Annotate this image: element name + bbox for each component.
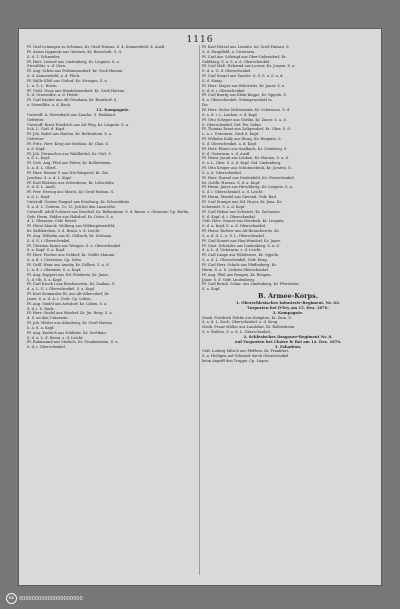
text-line: S. d. i. Oberschenkel. a. d. Leicht.	[202, 190, 264, 195]
text-line: Pf. Aug. Kopperl aus Nd. Peiskretz, Kr. Jauer.	[27, 272, 109, 277]
text-line: Pf. Graf Leiningen zu Schönau, Kr. Groß-Hatzau. S. 4. Konnersfeld, d. Ausfl.	[27, 45, 166, 49]
text-line: Pf. Otto Scheper aus Görlitz, Kr. Zauer. S. a. d.	[202, 117, 287, 122]
text-line: Gefr. Herr. Graner aus Neudeck, Kr. Liegnitz.	[202, 219, 285, 224]
text-line: Gefr. Ludwig Milsch aus Pfeffern, Kr. Frankfurt.	[202, 349, 290, 354]
text-line: Pf. Gust. Schrader aus Lindenberg. S. a. d.	[202, 243, 280, 248]
text-line: Streußlitz. s. d. Gern.	[27, 64, 67, 69]
text-line: Pf. Herr. Stolze Mittermeier, Kr. Schwenau. S. d.	[202, 107, 291, 112]
text-line: Pf. Herr. Elsner aus Saalbach, Kr. Grünberg. S.	[202, 146, 288, 151]
text-line: Pf. Thomas Ernst aus Zaltgendorf, Kr. Oher. S. d.	[202, 127, 291, 132]
text-line: Gefr. Herm. Falder aus Halsdorf, Kr. Oster. S. a.	[27, 214, 114, 219]
text-line: a. d. L. Kopf.	[27, 195, 51, 200]
text-line: Pf. Herr. Stodel aus Wiedorf, Kr. Jin. Berg. S. a.	[27, 311, 113, 316]
text-line: S. d. i. Oberschenkel.	[27, 345, 66, 350]
text-line: Pf. Rahmannd aus Stedsch, Kr. Frankenstein. S. a.	[27, 340, 119, 345]
text-line: L. a. d. i. Oberarm. S. a. Kopf.	[27, 267, 82, 272]
left-text-column	[27, 45, 199, 575]
text-line: S. d. i. S. Ruck.	[27, 306, 55, 311]
text-line: a. Streußlitz. a. d. Bach.	[27, 103, 72, 108]
section-heading: B. Armee-Korps.	[257, 292, 319, 301]
text-line: Pf. Otto Krüger aus Schutenebeck, Kr. Jorsten. S.	[202, 166, 292, 171]
text-line: Pf. Carl Barrig aus Klein-Kuppe, Kr. Oppeln. S.	[202, 93, 287, 98]
text-line: Pf. Karl Hörsel aus Leisnitz, Kr. Groß-Hatzau. S.	[202, 45, 290, 49]
text-line: Kr. Kelbkirchen. S. d. Bruni. s. d. Leicht.	[27, 229, 101, 234]
text-line: Pf. Karl Elsässer aus Schiederau, Kr. Löbschütz.	[27, 180, 115, 185]
text-line: S. a. Kopf. S. a. Kopf.	[27, 248, 66, 253]
text-line: S. d. 1. Schneider.	[27, 54, 61, 59]
text-line: Pf. Aug. Schön aus Peilsmannsdorf, Kr. Groß-Hatzau.	[27, 69, 124, 74]
text-line: Kr. Goldb.-Harzau. S. d. a. Kopf.	[202, 180, 261, 185]
text-line: Pf. Heinr. Jacob aus Leuben, Kr. Hainau. S. a. d.	[202, 156, 289, 161]
text-line: Ihr.	[202, 103, 209, 108]
text-line: Pf. Karl Stemmsler III. aus Alt-Albersdorf, Kr.	[27, 292, 110, 297]
text-line: S. a. d. i. L. Lauben. s. d. Kopf.	[202, 112, 258, 117]
text-line: Pf. Herr. Fischer aus Geldorf, Kr. Goldb.-Hainau.	[27, 253, 116, 258]
text-line: Musk. Franz Müller aus Landshut, Kr. Bollersheim.	[202, 325, 296, 330]
text-line: d. a. L. G. i. Oberschenkel. S. a. Kopf.	[27, 287, 96, 292]
text-line: S. d. a. Kopf. S. a. d. Oberschenkel.	[202, 224, 267, 229]
text-line: S. d. Hauptfeld. a. Unterarm.	[202, 49, 256, 54]
text-line: Pf. Carl Sander aus Alt-Grauhain, Kr. Brandorf. S.	[27, 98, 118, 103]
text-line: Pf. Christan Kranz aus Wengen. S. a. Oberschenkel.	[27, 243, 122, 248]
text-line: S. d. Unterarm. s. d. Ausfl.	[202, 151, 251, 156]
text-line: Gefreiter.	[27, 137, 45, 142]
text-line: Pf. Carl Bernh. Schur. aus Lindenberg, Kr. Pforzheim.	[202, 282, 300, 287]
text-line: Jauer. S. a. d. A. i. Gerb. Cp. Löben.	[27, 296, 92, 301]
text-line: S. a. d. i. Unterarm. Cp. Sohn.	[27, 258, 82, 263]
text-line: Schwendt. S. a. d. Kopf.	[202, 204, 246, 209]
text-line: S. a. d. d. L. u. S. L. Oberschenkel.	[202, 233, 266, 238]
text-line: Gefreiter.	[27, 117, 45, 122]
text-line: beim Angriff den Truppe. Cp. Lügen.	[202, 359, 270, 364]
text-line: S. d. Maup.	[202, 78, 223, 83]
text-line: d. a. L. d. Unterarm. s. d. Leicht.	[202, 248, 262, 253]
text-line: Pf. Wilhelm Kolly aus Iburg, Kr. Hiegnitz. S.	[202, 137, 282, 142]
text-line: S. a. d. L. Unterm. Cr. 13. Juli bei den Lazarethe.	[27, 204, 117, 209]
text-line: S. d. Konnersfeld, a. d. Fleck.	[27, 74, 81, 79]
text-line: S. d. S. i. Oberschenkel.	[27, 238, 71, 243]
text-line: Pf. Carl Stumpe aus Nd. Hoyer, Kr. Jena. Kr.	[202, 200, 282, 204]
text-line: Pf. Carl Helms aus Schwirtz, Kr. Zacharias.	[202, 209, 281, 214]
text-line: S. a. L. Ober. S. a. d. Kopf. Gef. Lindenberg.	[202, 161, 282, 166]
license-badge[interactable]	[6, 593, 83, 604]
text-line: L. u. S. L. Herrn.	[27, 83, 58, 88]
text-line: Pf. Herr. Herner F. aus Nie-Wargsorf, Kr. Zin.	[27, 170, 110, 175]
text-line: Pf. Joh. Dörmscher aus Waldhüttel, Kr. Görl. S.	[27, 151, 112, 156]
text-line: Pf. Carl Herr. Schulz aus Pfaffenberg, Kr.	[202, 262, 277, 267]
text-line: Pf. Hörst Manck. Wolburg aus Wildenpiesenfeld,	[27, 224, 116, 229]
text-line: Jauer. S. d. Gefr. Lindenberg.	[202, 277, 255, 282]
text-line: a. d. Kopf.	[27, 146, 46, 151]
text-line: S. a. d. L. Oberschenkel. Gefr. Krug.	[202, 258, 268, 263]
text-line: Pf. Herm. Jauer aus Hirschberg, Kr. Liegnitz. S. a.	[202, 185, 294, 190]
text-line: Pf. Anton Lippinski aus Gniesen, Kr. Bernstadt. S. d.	[27, 49, 122, 54]
text-line: d. a. Oberschenkel. Gefangenschaft in	[202, 98, 272, 103]
text-line: a. d. L. Kopf.	[27, 156, 51, 161]
text-line: Unteroff. Ernst Friedrich aus Alt-Fleg, Kr. Liegnitz. S. a.	[27, 122, 130, 127]
text-line: S. d. d. i. Oberschenkel.	[202, 88, 246, 93]
text-line: Pf. Fritz. Herr. Krug aus Hofsiau, Kr. Glan. S.	[27, 141, 109, 146]
text-line: Pf. Gottl. Nuse aus Wandelsmeskorf, Kr. Groß-Hatzau.	[27, 88, 126, 93]
text-line: Pf. Carl Mäß. Hebernd aus Lorenz, Kr. Jorgau. S. a.	[202, 64, 296, 69]
text-line: Pf. Carl Kunert aus Hau-Wendorf, Kr. Jauer.	[202, 238, 281, 243]
text-line: S. d. d. L. Ausfl.	[27, 185, 56, 190]
text-line: Pf. Carl Lange aus Wühlwiese, Kr. Oppeln.	[202, 253, 280, 258]
text-line: S. a. Heiligen auf Schmied durch Oberschenkel	[202, 354, 289, 359]
text-line: Jauchau. S. a. d. L. Kopf.	[27, 175, 72, 180]
text-line: Unteroff. Gustav Pangsel aus Ernsburg, Kr. Schweidnitz.	[27, 200, 131, 204]
text-line: Pf. Gott. Aug. Pfeil aus Pätter, Kr. Bollersheim.	[27, 161, 112, 166]
text-line: S. a. d. a. Kopf.	[27, 325, 55, 330]
text-line: S. d. Kopf. d. i. Oberschenkel.	[202, 214, 257, 219]
section-heading: 1. Oberschlesisches Infanterie-Regiment. Nr. 63.	[235, 301, 341, 306]
text-line: Unteroff. A. Moersbach aus Zaucke. S. Einklund.	[27, 112, 116, 117]
text-line: Pf. Herr. Meger aus Bitterwitz, Kr. Jauer. S. a.	[202, 83, 286, 88]
section-heading: 12. Kompagnie.	[96, 107, 130, 112]
text-line: Pf. Aug. Knörich aus Schlieke, Kr. Grottkau.	[27, 330, 107, 335]
text-line: S. a. d. L. Koch. Oberschenkel. a. d. Krug.	[202, 320, 279, 325]
section-heading: 3. Eskadron.	[274, 344, 302, 349]
text-line: d. L. Oberarm. Gefr. Beerit.	[27, 219, 78, 224]
text-line: Pf. Carl Arz. Schönpf aus Ober-Dahmsdorf, Kr.	[202, 54, 287, 59]
text-line: Unteroff. Adolf Schöner aus Neudorf, Kr. Bolkenhain. S. d. Baum. s. Oberarm. Cp. Berlin.	[27, 209, 190, 214]
text-line: Pf. Carl Sorgel aus Zaucke. S. d. S. a. S. a. d.	[202, 74, 284, 79]
section-heading: 2. Schlesisches Dragoner-Regiment Nr. 8.	[243, 334, 333, 339]
text-line: Pf. Joh. Robel aus Hartau, Kr. Bolkenhain. S. a.	[27, 132, 113, 137]
section-heading: Vorposten bei D'Ery am 15. Dez. 1870.	[247, 305, 329, 310]
text-line: S. d. a. G. d. Oberschenkel.	[202, 69, 252, 74]
text-line: S. Oberschenkel. Gef. Pw. Gefan.	[202, 122, 262, 127]
text-line: Pf. Heinr. Richter aus Alt-Benachowitz, Kr.	[202, 229, 280, 234]
text-line: Pf. Herr. Hansel aus Neidenfeld, Kr. Oberschenkel.	[202, 175, 295, 180]
text-line: Pf. Carl Kruck I aus Reichenstein, Kr. Zaukau. S.	[27, 282, 116, 287]
text-line: Sch. L. Görl. d. Kopf.	[27, 127, 65, 132]
text-line: Herm. S. a. S. Lichem Oberschenkel.	[202, 267, 270, 272]
text-line: Pf. Ferr. Herzog aus Mösch, Kr. Groß-Hatzau. S.	[27, 190, 115, 195]
text-line: S. a. Ruhlen. S. a. d. L. Oberschenkel.	[202, 330, 271, 335]
text-line: Pf. Grill. Waur aus Ameby, Kr. Dölben. S. a. d.	[27, 262, 110, 267]
text-line: S. a. d. L. Oberl.	[27, 166, 57, 171]
text-line: S. a. Kopf.	[202, 287, 221, 292]
text-line: d. S. an den Unterarm.	[27, 316, 69, 321]
license-text: 00000000000000000000	[19, 595, 83, 602]
scanned-page	[18, 28, 382, 586]
page-number: 1116	[186, 35, 214, 45]
right-text-column	[202, 45, 374, 575]
section-heading: Auf Vorposten bei Chatre le Roi am 14. Dez. 1870.	[234, 339, 342, 344]
text-line: Pf. Aug. Pfeil aus Rengen, Kr. Rengen.	[202, 272, 272, 277]
text-line: Goldberg. S. a. S. a. d. Oberschenkel.	[202, 59, 271, 64]
text-line: S. d. a. L. d. Bruni. s. d. Leicht.	[27, 335, 84, 340]
column-divider	[199, 45, 200, 575]
text-line: Pf. Aug. Seidel aus Aelsdorf, Kr. Löben. S. a.	[27, 301, 108, 306]
text-line: Pf. Joh. Hütter aus Altenberg, Kr. Groß-Hatzau.	[27, 321, 114, 326]
text-line: Musk. Friedrich Falcke aus Kempten, Kr. Zinn. S.	[202, 315, 292, 320]
text-line: S. d. Oberschenkel. a. d. Kopf.	[202, 141, 258, 146]
text-line: S. d. Ob. S. a. Kopf.	[27, 277, 63, 282]
text-line: S. d. Graweslitz. a. d. Heide.	[27, 93, 79, 98]
cc-license-icon: cc	[6, 593, 17, 604]
text-line: Pf. Herm. Mentel aus Gierstal. Gefr. Bad.	[202, 195, 277, 200]
text-line: L. a. i. Unterarm. Groß d. Kopf.	[202, 132, 259, 137]
section-heading: 3. Kompagnie.	[272, 310, 304, 315]
text-line: Pf. Walle Klöß aus Gödorf, Kr. Striegau. S. a.	[27, 78, 108, 83]
text-line: Pf. Aug. Wilhelm aus St. Gelbach, Kr. Schönau.	[27, 233, 113, 238]
text-line: Pf. Herr. Lionert aus Lindenberg, Kr. Liegnitz. S. a.	[27, 59, 120, 64]
text-line: S. a. d. Oberschenkel.	[202, 170, 242, 175]
